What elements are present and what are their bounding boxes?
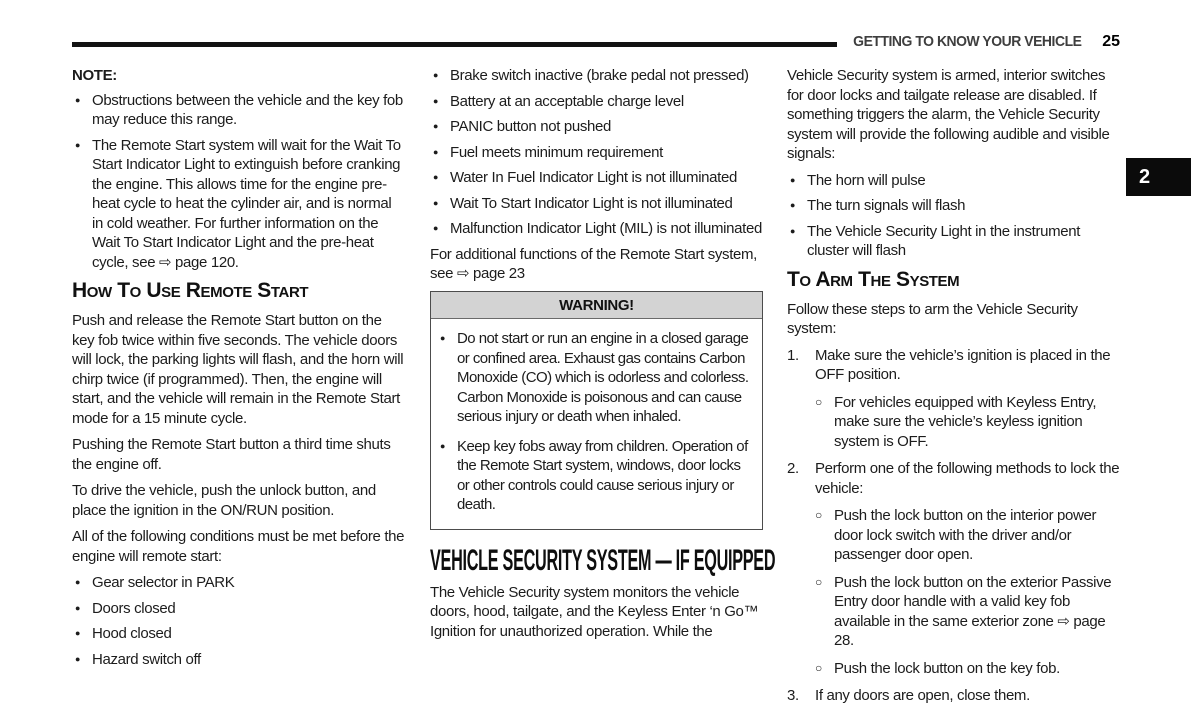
- list-item: [430, 117, 763, 137]
- header-rule: [72, 42, 837, 47]
- warning-box: [430, 291, 763, 530]
- list-item: [787, 171, 1120, 191]
- bullet-text: Brake switch inactive (brake pedal not pressed): [450, 67, 749, 84]
- bullet-text: The turn signals will flash: [807, 197, 966, 214]
- sub-bullet-text: For vehicles equipped with Keyless Entry, make sure the vehicle’s keyless ignition system is OFF.: [834, 393, 1097, 450]
- sub-list-item: [815, 659, 1120, 679]
- section-heading-to-arm-the-system: To Arm The System: [787, 267, 960, 291]
- bullet-text: Malfunction Indicator Light (MIL) is not illuminated: [450, 220, 762, 237]
- step-text: Perform one of the following methods to lock the vehicle:: [815, 460, 1120, 497]
- paragraph: For additional functions of the Remote Start system, see ⇨ page 23: [430, 245, 757, 282]
- paragraph: All of the following conditions must be met before the engine will remote start:: [72, 528, 405, 565]
- list-item: [72, 573, 405, 593]
- bullet-text: The horn will pulse: [807, 171, 926, 189]
- circle-bullet-icon: ○: [815, 660, 822, 675]
- list-item: [430, 92, 763, 112]
- note-heading: NOTE:: [72, 67, 117, 84]
- bullet-icon: ●: [433, 70, 439, 80]
- bullet-icon: ●: [75, 602, 81, 613]
- list-item: [430, 168, 763, 188]
- column-left: [72, 66, 405, 675]
- chapter-title: GETTING TO KNOW YOUR VEHICLE: [852, 33, 1082, 50]
- paragraph: Pushing the Remote Start button a third time shuts the engine off.: [72, 436, 391, 473]
- bullet-icon: ●: [440, 333, 445, 343]
- step-number: 1.: [787, 346, 799, 364]
- bullet-text: Gear selector in PARK: [92, 574, 235, 591]
- circle-bullet-icon: ○: [815, 394, 822, 409]
- list-item: [72, 599, 405, 619]
- list-item: [430, 194, 763, 214]
- sub-list-item: [815, 393, 1120, 452]
- sub-list-item: [815, 573, 1120, 651]
- list-item: [437, 329, 753, 427]
- step-text: If any doors are open, close them.: [815, 687, 1030, 704]
- numbered-step: [787, 686, 1120, 706]
- bullet-text: Hazard switch off: [92, 650, 201, 668]
- bullet-text: Doors closed: [92, 599, 176, 617]
- list-item: [430, 143, 763, 163]
- bullet-icon: ●: [75, 139, 81, 150]
- list-item: [437, 437, 753, 515]
- step-number: 2.: [787, 460, 799, 477]
- bullet-icon: ●: [433, 121, 439, 131]
- warning-title: WARNING!: [431, 292, 762, 320]
- list-item: [72, 91, 405, 130]
- section-heading-vehicle-security-system: VEHICLE SECURITY SYSTEM — IF EQUIPPED: [430, 543, 776, 577]
- list-item: [72, 650, 405, 670]
- numbered-step: [787, 346, 1120, 385]
- bullet-icon: ●: [75, 628, 81, 638]
- bullet-icon: ●: [433, 197, 439, 208]
- bullet-text: Hood closed: [92, 625, 172, 642]
- bullet-icon: ●: [433, 146, 439, 157]
- list-item: [430, 66, 763, 86]
- bullet-text: PANIC button not pushed: [450, 118, 611, 135]
- bullet-icon: ●: [75, 577, 81, 587]
- sub-bullet-text: Push the lock button on the key fob.: [834, 659, 1060, 677]
- bullet-icon: ●: [790, 174, 796, 185]
- bullet-text: Fuel meets minimum requirement: [450, 143, 663, 161]
- bullet-text: Wait To Start Indicator Light is not illuminated: [450, 194, 733, 212]
- paragraph: Vehicle Security system is armed, interior switches for door locks and tailgate release are disabled. If something triggers the alarm, the Vehicle Security system will provide the following audible and visible signals:: [787, 67, 1110, 162]
- warning-body: [431, 319, 762, 529]
- list-item: [787, 196, 1120, 216]
- list-item: [430, 219, 763, 239]
- step-number: 3.: [787, 687, 799, 704]
- bullet-text: Water In Fuel Indicator Light is not illuminated: [450, 169, 737, 186]
- circle-bullet-icon: ○: [815, 508, 822, 522]
- bullet-text: The Remote Start system will wait for the Wait To Start Indicator Light to extinguish before cranking the engine. This allows time for the engine pre-heat cycle to heat the cylinder air, and is normal in cold weather. For further information on the Wait To Start Indicator Light and the pre-heat cycle, see ⇨ page 120.: [92, 136, 401, 271]
- page-number: 25: [1102, 33, 1120, 50]
- bullet-text: Obstructions between the vehicle and the key fob may reduce this range.: [92, 91, 403, 128]
- bullet-icon: ●: [433, 172, 439, 182]
- paragraph: To drive the vehicle, push the unlock button, and place the ignition in the ON/RUN position.: [72, 482, 376, 519]
- section-heading-how-to-use-remote-start: How To Use Remote Start: [72, 279, 309, 302]
- bullet-text: Keep key fobs away from children. Operation of the Remote Start system, windows, door locks or other controls could cause serious injury or death.: [457, 437, 748, 513]
- paragraph: Push and release the Remote Start button on the key fob twice within five seconds. The vehicle doors will lock, the parking lights will flash, and the horn will chirp twice (if programmed). Then, the engine will start, and the vehicle will remain in the Remote Start mode for a 15 minute cycle.: [72, 312, 404, 427]
- bullet-icon: ●: [433, 223, 439, 233]
- numbered-step: [787, 459, 1120, 498]
- list-item: [72, 624, 405, 644]
- bullet-icon: ●: [790, 200, 796, 210]
- circle-bullet-icon: ○: [815, 574, 822, 589]
- paragraph: The Vehicle Security system monitors the vehicle doors, hood, tailgate, and the Keyless Enter ‘n Go™ Ignition for unauthorized operation. While the: [430, 583, 759, 640]
- bullet-icon: ●: [75, 653, 81, 664]
- bullet-text: The Vehicle Security Light in the instrument cluster will flash: [807, 222, 1081, 259]
- sub-bullet-text: Push the lock button on the interior power door lock switch with the driver and/or passenger door open.: [834, 507, 1097, 563]
- bullet-text: Battery at an acceptable charge level: [450, 92, 684, 110]
- step-text: Make sure the vehicle’s ignition is placed in the OFF position.: [815, 346, 1111, 383]
- bullet-icon: ●: [790, 225, 796, 236]
- bullet-icon: ●: [440, 440, 445, 451]
- bullet-text: Do not start or run an engine in a closed garage or confined area. Exhaust gas contains Carbon Monoxide (CO) which is odorless and colorless. Carbon Monoxide is poisonous and can cause serious injury or death when inhaled.: [457, 330, 749, 425]
- column-right: [787, 66, 1120, 714]
- chapter-tab: [1126, 158, 1191, 196]
- column-middle: [430, 66, 776, 648]
- page-header: [787, 33, 1120, 51]
- paragraph: Follow these steps to arm the Vehicle Security system:: [787, 300, 1078, 337]
- list-item: [787, 222, 1120, 261]
- sub-bullet-text: Push the lock button on the exterior Passive Entry door handle with a valid key fob available in the same exterior zone ⇨ page 28.: [834, 573, 1112, 649]
- list-item: [72, 136, 405, 273]
- bullet-icon: ●: [433, 95, 439, 106]
- bullet-icon: ●: [75, 94, 81, 105]
- sub-list-item: [815, 506, 1120, 565]
- chapter-tab-label: 2: [1139, 165, 1151, 188]
